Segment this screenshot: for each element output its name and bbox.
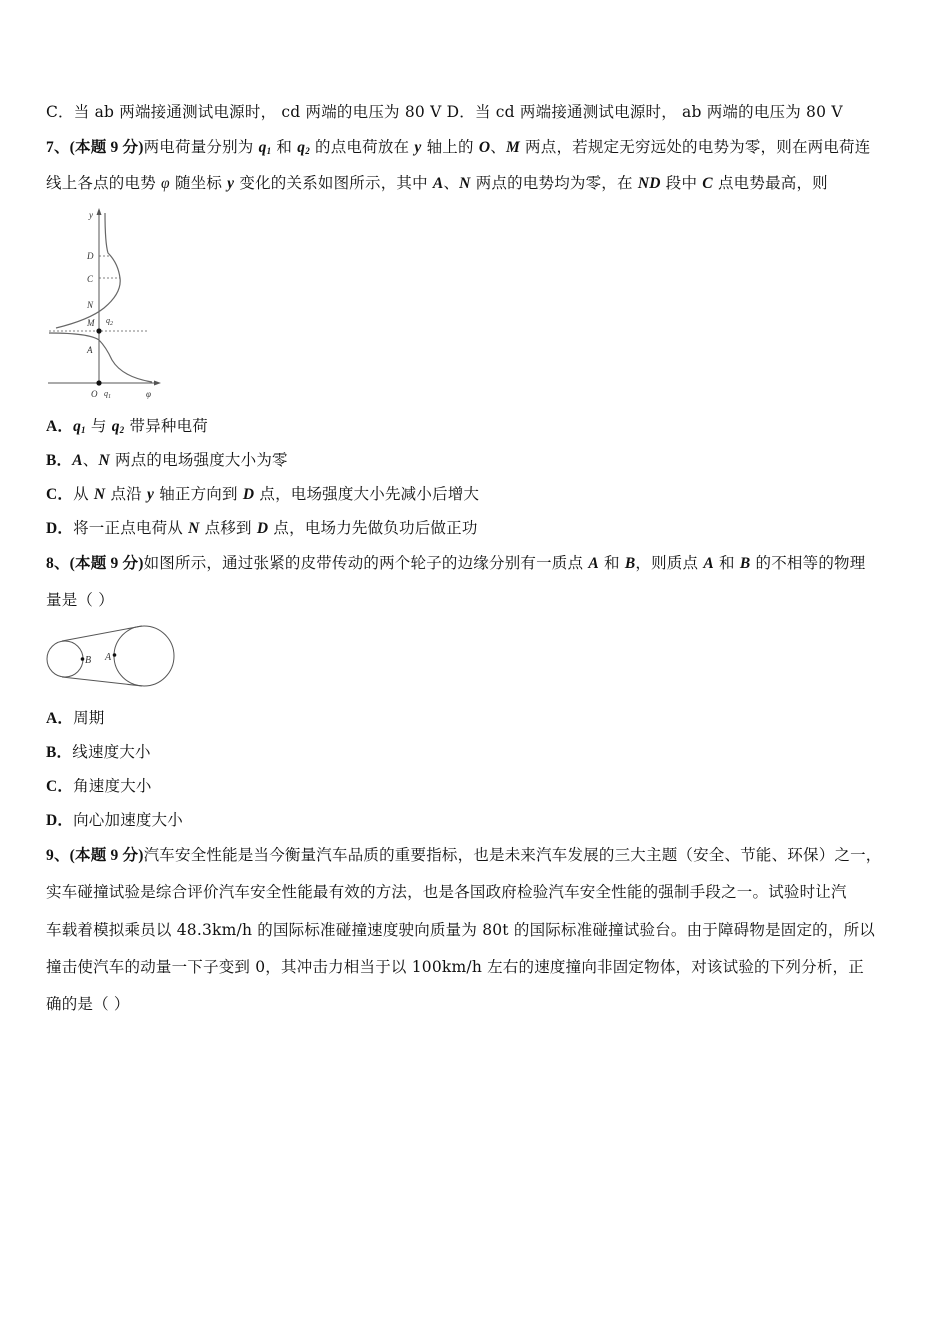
text: 、 bbox=[443, 174, 460, 192]
option-label: A． bbox=[46, 418, 74, 435]
symbol-N: N bbox=[459, 175, 471, 192]
belt-pulley-diagram bbox=[44, 623, 189, 691]
text: 量是（ ） bbox=[46, 591, 114, 609]
symbol-N: N bbox=[93, 486, 106, 503]
text: 点，电场力先做负功后做正功 bbox=[268, 519, 478, 537]
symbol-N: N bbox=[188, 520, 200, 537]
symbol-q1: $q_1$ bbox=[73, 418, 86, 435]
point-label-C: C bbox=[87, 274, 94, 284]
q7-stem-line-2 bbox=[46, 173, 828, 194]
symbol-q2: $q_2$ bbox=[111, 418, 125, 435]
text: 和 bbox=[713, 554, 740, 572]
text: 段中 bbox=[660, 174, 703, 192]
charge-label-q2: $q_2$ bbox=[106, 316, 113, 327]
q9-number: 9、 bbox=[46, 847, 70, 864]
q7-option-c bbox=[46, 484, 479, 505]
text: 从 bbox=[73, 485, 94, 503]
text: 两电荷量分别为 bbox=[143, 138, 259, 156]
text: 点沿 bbox=[105, 485, 147, 503]
text: 如图所示，通过张紧的皮带传动的两个轮子的边缘分别有一质点 bbox=[143, 554, 589, 572]
q6-options-cd-line bbox=[46, 102, 843, 122]
text: 两点的电场强度大小为零 bbox=[109, 451, 288, 469]
axis-label-phi: φ bbox=[146, 389, 151, 399]
point-label-B: B bbox=[85, 655, 92, 666]
text: 和 bbox=[271, 138, 298, 156]
symbol-phi: φ bbox=[161, 175, 170, 192]
point-label-D: D bbox=[87, 251, 94, 261]
point-label-A: A bbox=[87, 345, 93, 355]
option-text: 线速度大小 bbox=[72, 743, 151, 761]
q8-score: (本题 9 分) bbox=[69, 555, 144, 572]
text: 轴上的 bbox=[421, 138, 479, 156]
q9-stem-line-3 bbox=[46, 920, 875, 940]
text: 将一正点电荷从 bbox=[73, 519, 189, 537]
point-label-N: N bbox=[87, 300, 94, 310]
text: 的不相等的物理 bbox=[750, 554, 866, 572]
text: 与 bbox=[85, 417, 112, 435]
q8-option-b bbox=[46, 742, 151, 763]
option-label: C． bbox=[46, 486, 74, 503]
q8-option-c bbox=[46, 776, 152, 797]
symbol-y: y bbox=[146, 486, 155, 503]
option-label: B． bbox=[46, 744, 73, 761]
option-label: C． bbox=[46, 778, 74, 795]
q8-stem-line-2 bbox=[46, 590, 114, 610]
text: 线上各点的电势 bbox=[46, 174, 162, 192]
q8-belt-pulley-figure bbox=[44, 623, 189, 691]
symbol-q1: $q_1$ bbox=[258, 139, 272, 156]
axis-label-y: y bbox=[89, 210, 93, 220]
q7-option-b bbox=[46, 450, 288, 471]
symbol-A: A bbox=[703, 555, 714, 572]
text: ，则质点 bbox=[635, 554, 704, 572]
symbol-B: B bbox=[739, 555, 751, 572]
symbol-B: B bbox=[624, 555, 636, 572]
symbol-y: y bbox=[414, 139, 422, 156]
q8-number: 8、 bbox=[46, 555, 70, 572]
text: 点，电场强度大小先减小后增大 bbox=[254, 485, 480, 503]
symbol-A: A bbox=[432, 175, 444, 192]
q8-option-a bbox=[46, 708, 105, 729]
symbol-D: D bbox=[256, 520, 269, 537]
symbol-D: D bbox=[242, 486, 255, 503]
text: 的点电荷放在 bbox=[309, 138, 415, 156]
text: 随坐标 bbox=[169, 174, 228, 192]
text: 、 bbox=[490, 138, 506, 156]
text: 两点，若规定无穷远处的电势为零，则在两电荷连 bbox=[519, 138, 871, 156]
q9-stem-line-4 bbox=[46, 957, 864, 977]
q8-stem-line-1 bbox=[46, 553, 865, 574]
point-label-M: M bbox=[87, 318, 95, 328]
option-text: 周期 bbox=[73, 709, 105, 727]
option-label: D． bbox=[46, 520, 74, 537]
text: 汽车安全性能是当今衡量汽车品质的重要指标，也是未来汽车发展的三大主题（安全、节能、环保）之一， bbox=[143, 846, 882, 864]
symbol-M: M bbox=[505, 139, 520, 156]
option-label: A． bbox=[46, 710, 74, 727]
q7-number: 7、 bbox=[46, 139, 70, 156]
symbol-A: A bbox=[72, 452, 83, 469]
symbol-q2: $q_2$ bbox=[297, 139, 310, 156]
q8-option-d bbox=[46, 810, 183, 831]
text: 带异种电荷 bbox=[124, 417, 209, 435]
symbol-C: C bbox=[702, 175, 713, 192]
q9-stem-line-1 bbox=[46, 845, 882, 866]
text: 变化的关系如图所示，其中 bbox=[234, 174, 433, 192]
q7-stem-line-1 bbox=[46, 137, 870, 161]
q9-score: (本题 9 分) bbox=[69, 847, 144, 864]
text: 确的是（ ） bbox=[46, 995, 130, 1013]
option-text: 向心加速度大小 bbox=[73, 811, 183, 829]
q7-option-a bbox=[46, 416, 208, 440]
symbol-A: A bbox=[588, 555, 599, 572]
charge-label-q1: $q_1$ bbox=[104, 389, 111, 400]
q6-options-text: C．当 ab 两端接通测试电源时， cd 两端的电压为 80 V D．当 cd 两端接通测试电源时， ab 两端的电压为 80 V bbox=[46, 103, 843, 121]
text: 两点的电势均为零，在 bbox=[470, 174, 638, 192]
option-label: B． bbox=[46, 452, 73, 469]
point-label-O: O bbox=[91, 389, 98, 399]
text: 轴正方向到 bbox=[154, 485, 243, 503]
q9-stem-line-2 bbox=[46, 882, 847, 902]
symbol-O: O bbox=[478, 139, 491, 156]
q7-score: (本题 9 分) bbox=[69, 139, 144, 156]
q7-option-d bbox=[46, 518, 478, 539]
text: 车载着模拟乘员以 48.3km/h 的国际标准碰撞速度驶向质量为 80t 的国际标准碰撞试验台。由于障碍物是固定的，所以 bbox=[46, 921, 875, 939]
symbol-ND: ND bbox=[637, 175, 661, 192]
point-label-A: A bbox=[105, 652, 112, 663]
text: 实车碰撞试验是综合评价汽车安全性能最有效的方法，也是各国政府检验汽车安全性能的强制手段之一。试验时让汽 bbox=[46, 883, 847, 901]
symbol-N: N bbox=[98, 452, 110, 469]
text: 点移到 bbox=[199, 519, 257, 537]
potential-curve-figure bbox=[44, 205, 164, 405]
q9-stem-line-5 bbox=[46, 994, 130, 1014]
option-text: 角速度大小 bbox=[73, 777, 152, 795]
text: 、 bbox=[82, 451, 99, 469]
text: 撞击使汽车的动量一下子变到 0，其冲击力相当于以 100km/h 左右的速度撞向非固定物体，对该试验的下列分析，正 bbox=[46, 958, 864, 976]
q7-potential-graph bbox=[44, 205, 164, 405]
text: 点电势最高，则 bbox=[712, 174, 828, 192]
symbol-y: y bbox=[227, 175, 235, 192]
option-label: D． bbox=[46, 812, 74, 829]
text: 和 bbox=[598, 554, 625, 572]
